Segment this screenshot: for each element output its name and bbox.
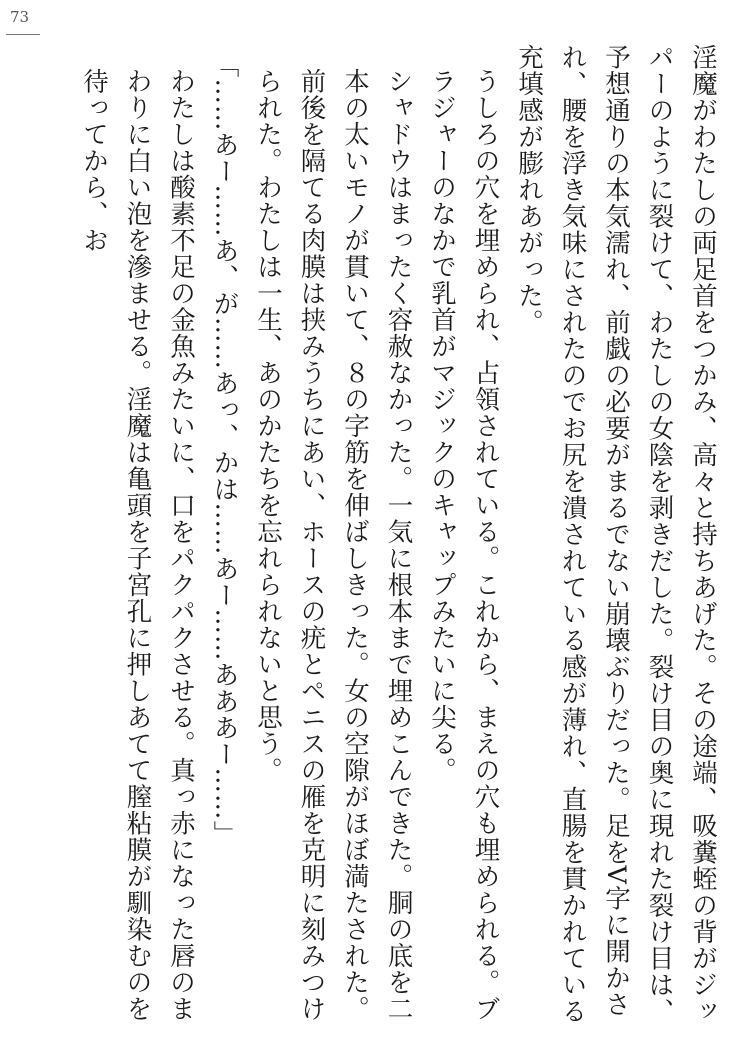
paragraph-2: うしろの穴を埋められ、占領されている。これから、まえの穴も埋められる。ブラジャーのなかで乳首がマジックのキャップみたいに尖る。: [427, 68, 501, 1022]
paragraph-5: わたしは酸素不足の金魚みたいに、口をパクパクさせる。真っ赤になった唇のまわりに白い泡を滲ませる。淫魔は亀頭を子宮孔に押しあてて膣粘膜が馴染むのを待ってから、お: [79, 68, 196, 1022]
paragraph-3: シャドウはまったく容赦なかった。一気に根本まで埋めこんできた。胴の底を二本の太いモノが貫いて、８の字筋を伸ばしきった。女の空隙がほぼ満たされた。前後を隔てる肉膜は挟みうちにあい、ホースの疣とペニスの雁を克明に刻みつけられた。わたしは一生、あのかたちを忘れられないと思う。: [253, 68, 414, 1022]
dialogue-line: 「……あー……あ、が……あっ、かは……あー……あああー……」: [209, 52, 240, 847]
paragraph-1: 淫魔がわたしの両足首をつかみ、高々と持ちあげた。その途端、吸糞蛭の背がジッパーのように裂けて、わたしの女陰を剥きだした。裂け目の奥に現れた裂け目は、予想通りの本気濡れ、前戯の必要がまるでない崩壊ぶりだった。足をV字に開かされ、腰を浮き気味にされたのでお尻を潰されている感が薄れ、直腸を貫かれている充填感が膨れあがった。: [514, 44, 718, 1025]
page-number-rule: [6, 34, 40, 35]
page-number: 73: [10, 8, 30, 26]
body-text: [4, 44, 724, 1034]
